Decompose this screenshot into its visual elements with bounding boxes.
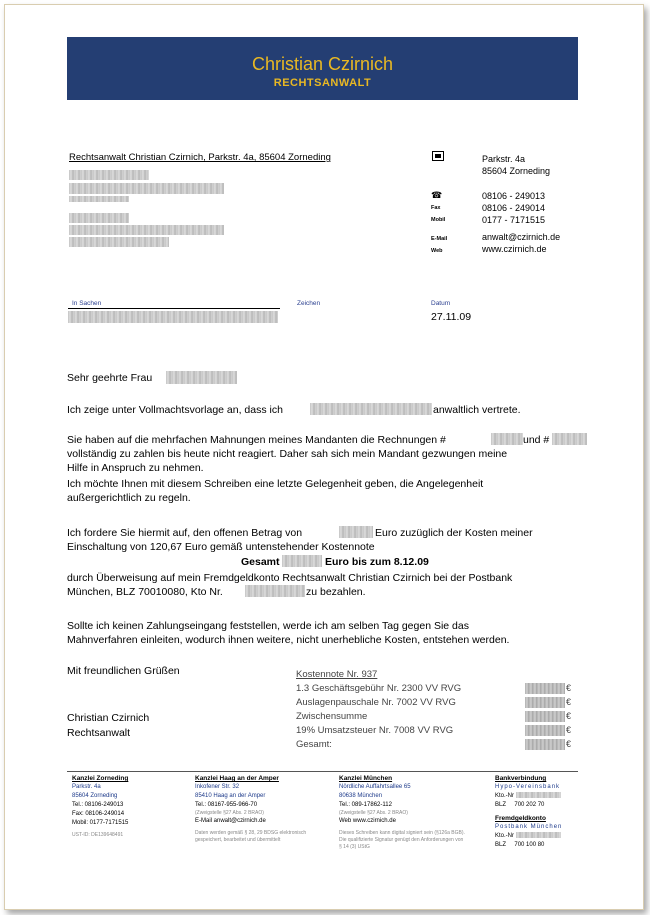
contact-web: www.czirnich.de — [482, 244, 547, 254]
paragraph-1: Ich zeige unter Vollmachtsvorlage an, dass ich — [67, 404, 283, 416]
cost-item: Gesamt: — [296, 739, 332, 750]
letterhead-banner — [67, 37, 578, 100]
euro-sign: € — [566, 683, 572, 693]
closing: Mit freundlichen Grüßen — [67, 665, 180, 677]
amount-redacted — [339, 526, 373, 538]
invoice-redacted — [491, 433, 523, 445]
total-deadline: Euro bis zum 8.12.09 — [325, 556, 429, 568]
recipient-redacted — [69, 170, 149, 180]
datum-label: Datum — [431, 300, 451, 307]
euro-sign: € — [566, 725, 572, 735]
cost-item: Zwischensumme — [296, 711, 368, 722]
cost-item: Auslagenpauschale Nr. 7002 VV RVG — [296, 697, 456, 708]
paragraph-3-line3: durch Überweisung auf mein Fremdgeldkonto Rechtsanwalt Christian Czirnich bei der Postbank — [67, 572, 513, 584]
cost-note-title: Kostennote Nr. 937 — [296, 669, 378, 680]
paragraph-3-line4: München, BLZ 70010080, Kto Nr. — [67, 586, 223, 598]
recipient-redacted — [69, 196, 129, 202]
recipient-redacted — [69, 237, 169, 247]
paragraph-3-line4-end: zu bezahlen. — [306, 586, 366, 598]
web-label: Web — [431, 248, 443, 254]
paragraph-2-line5: außergerichtlich zu regeln. — [67, 492, 191, 504]
in-sachen-label: In Sachen — [72, 300, 102, 307]
total-label: Gesamt — [241, 556, 280, 568]
euro-sign: € — [566, 697, 572, 707]
signature-title: Rechtsanwalt — [67, 727, 131, 739]
euro-sign: € — [566, 739, 572, 749]
fax-label: Fax — [431, 205, 441, 211]
mobil-label: Mobil — [431, 217, 446, 223]
paragraph-3-line1: Ich fordere Sie hiermit auf, den offenen Betrag von — [67, 527, 303, 539]
paragraph-2-und: und # — [523, 434, 550, 446]
account-redacted — [245, 585, 305, 597]
signature-name: Christian Czirnich — [67, 712, 150, 724]
sender-line: Rechtsanwalt Christian Czirnich, Parkstr. 4a, 85604 Zorneding — [69, 152, 331, 163]
paragraph-4-line2: Mahnverfahren einleiten, wodurch ihnen weitere, nicht unerhebliche Kosten, entstehen werden. — [67, 634, 510, 646]
paragraph-2-line1: Sie haben auf die mehrfachen Mahnungen meines Mandanten die Rechnungen # — [67, 434, 446, 446]
paragraph-2-line4: Ich möchte Ihnen mit diesem Schreiben eine letzte Gelegenheit geben, die Angelegenheit — [67, 478, 484, 490]
phone-icon: ☎ — [431, 190, 443, 200]
euro-sign: € — [566, 711, 572, 721]
zeichen-label: Zeichen — [297, 300, 321, 307]
email-label: E-Mail — [431, 236, 448, 242]
in-sachen-redacted — [68, 311, 278, 323]
contact-city: 85604 Zorneding — [482, 166, 551, 176]
recipient-redacted — [69, 213, 129, 223]
footer-col-haag: Kanzlei Haag an der Amper Inkofener Str. 32 85410 Haag an der Amper Tel.: 08167-955-966-70 (Zweigstelle §27 Abs. 2 BRAO) E-Mail anwalt@czirnich.de Daten werden gemäß § 28, 29 BDSG elektronisch gespeichert, bearbeitet und übermittelt — [195, 775, 307, 843]
paragraph-2-line3: Hilfe in Anspruch zu nehmen. — [67, 462, 204, 474]
cost-item: 1.3 Geschäftsgebühr Nr. 2300 VV RVG — [296, 683, 462, 694]
lawyer-title: RECHTSANWALT — [273, 77, 372, 89]
contact-email: anwalt@czirnich.de — [482, 232, 561, 242]
paragraph-1-end: anwaltlich vertrete. — [433, 404, 521, 416]
kto-redacted — [516, 832, 561, 838]
paragraph-3-line1-end: Euro zuzüglich der Kosten meiner — [375, 527, 533, 539]
cost-amount-redacted — [525, 683, 565, 694]
total-redacted — [282, 555, 322, 567]
paragraph-3-line2: Einschaltung von 120,67 Euro gemäß untenstehender Kostennote — [67, 541, 375, 553]
contact-fax: 08106 - 249014 — [482, 203, 546, 213]
lawyer-name: Christian Czirnich — [251, 54, 394, 74]
date-value: 27.11.09 — [431, 311, 472, 323]
ref-line — [68, 308, 280, 309]
cost-amount-redacted — [525, 697, 565, 708]
cost-item: 19% Umsatzsteuer Nr. 7008 VV RVG — [296, 725, 454, 736]
paragraph-4-line1: Sollte ich keinen Zahlungseingang feststellen, werde ich am selben Tag gegen Sie das — [67, 620, 469, 632]
footer-separator — [67, 771, 578, 772]
recipient-redacted — [69, 183, 224, 194]
salutation-redacted — [166, 371, 237, 384]
kto-redacted — [516, 792, 561, 798]
footer-col-muenchen: Kanzlei München Nördliche Auffahrtsallee 65 80638 München Tel.: 089-17862-112 (Zweigstelle §27 Abs. 2 BRAO) Web www.czirnich.de Dieses Schreiben kann digital signiert sein (§126a BGB). Die qualifizierte Signatur genügt den Anforderungen von § 14 (3) UStG — [339, 775, 465, 850]
cost-amount-redacted — [525, 711, 565, 722]
recipient-redacted — [69, 225, 224, 235]
invoice-redacted — [552, 433, 587, 445]
mail-icon — [432, 151, 444, 161]
cost-amount-redacted — [525, 739, 565, 750]
contact-mobil: 0177 - 7171515 — [482, 215, 546, 225]
contact-street: Parkstr. 4a — [482, 154, 526, 164]
paragraph-2-line2: vollständig zu zahlen bis heute nicht reagiert. Daher sah sich mein Mandant gezwungen meine — [67, 448, 508, 460]
cost-amount-redacted — [525, 725, 565, 736]
footer-col-bank: Bankverbindung Hypo-Vereinsbank Kto.-Nr BLZ 700 202 70 Fremdgeldkonto Postbank München Kto.-Nr BLZ 700 100 80 — [495, 775, 563, 848]
client-redacted — [310, 403, 432, 415]
footer-col-zorneding: Kanzlei Zorneding Parkstr. 4a 85604 Zorneding Tel.: 08106-249013 Fax: 08106-249014 Mobil: 0177-7171515 UST-ID: DE139648491 — [72, 775, 129, 838]
contact-phone: 08106 - 249013 — [482, 191, 546, 201]
salutation: Sehr geehrte Frau — [67, 372, 153, 384]
